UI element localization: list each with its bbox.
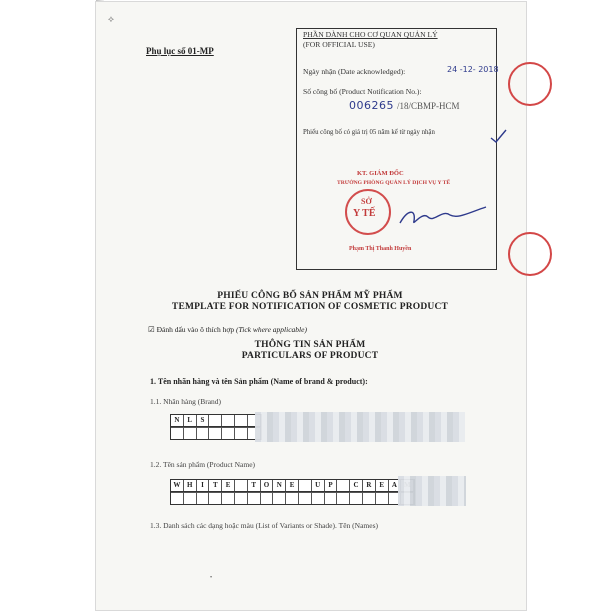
tick-note [148,325,307,334]
official-header-vi: PHẦN DÀNH CHO CƠ QUAN QUẢN LÝ [303,30,438,39]
official-header-en: (FOR OFFICIAL USE) [303,40,375,49]
brand-cell [222,427,235,439]
product-cell: U [312,480,325,491]
date-acknowledged-label: Ngày nhận (Date acknowledged): [303,67,406,76]
product-grid-row2 [170,491,415,505]
seal-text-2: Y TẾ [353,208,376,219]
official-use-box [296,28,497,270]
product-cell: E [222,480,235,491]
brand-cell: S [197,415,210,426]
brand-cell [235,427,248,439]
signature-image [398,203,488,231]
product-cell [273,492,286,504]
product-cell [197,492,210,504]
product-cell [363,492,376,504]
product-cell: R [363,480,376,491]
form-title-en: TEMPLATE FOR NOTIFICATION OF COSMETIC PRODUCT [171,302,449,312]
tick-note-en: (Tick where applicable) [235,325,307,334]
product-cell: O [261,480,274,491]
edge-seal-top [508,62,552,106]
question-1-1: 1.1. Nhãn hàng (Brand) [150,397,222,406]
brand-cell [197,427,210,439]
brand-grid-row2 [170,426,262,440]
appendix-label: Phụ lục số 01-MP [146,46,214,56]
product-cell: I [197,480,210,491]
section-title-en: PARTICULARS OF PRODUCT [241,351,379,361]
product-cell: C [350,480,363,491]
notification-number-value: 006265 [349,99,394,112]
brand-cell [209,415,222,426]
page-dot: • [210,575,213,581]
redacted-area [255,412,465,442]
product-cell [171,492,184,504]
brand-cell [209,427,222,439]
product-cell [235,492,248,504]
product-cell [209,492,222,504]
brand-cell [184,427,197,439]
product-cell [337,492,350,504]
product-cell: N [273,480,286,491]
brand-cell: L [184,415,197,426]
product-cell: A [389,480,402,491]
date-acknowledged-value: 24 -12- 2018 [447,65,499,74]
product-cell [350,492,363,504]
tick-mark [490,128,508,144]
product-cell [376,492,389,504]
section-title-vi: THÔNG TIN SẢN PHẨM [254,340,366,350]
product-cell [312,492,325,504]
product-cell: E [286,480,299,491]
redacted-area [398,476,466,506]
notification-number-label: Số công bố (Product Notification No.): [303,87,422,96]
validity-note: Phiếu công bố có giá trị 05 năm kể từ ngày nhận [303,129,435,136]
stamp-department: TRƯỞNG PHÒNG QUẢN LÝ DỊCH VỤ Y TẾ [337,180,451,186]
product-cell: E [376,480,389,491]
form-title-vi: PHIẾU CÔNG BỐ SẢN PHẨM MỸ PHẨM [217,291,403,301]
signer-name: Phạm Thị Thanh Huyền [349,246,412,252]
product-cell [299,492,312,504]
product-cell [248,492,261,504]
brand-cell [222,415,235,426]
brand-cell [235,415,248,426]
question-1-3: 1.3. Danh sách các dạng hoặc màu (List of Variants or Shade). Tên (Names) [150,521,378,530]
brand-cell: N [171,415,184,426]
product-cell [337,480,350,491]
product-cell: T [248,480,261,491]
scribble-mark: ⟡ [108,14,114,24]
product-cell [299,480,312,491]
product-cell [261,492,274,504]
product-cell: P [325,480,338,491]
seal-text-1: SỞ [361,197,372,206]
product-cell [325,492,338,504]
product-cell [184,492,197,504]
notification-number-suffix: /18/CBMP-HCM [397,101,460,111]
product-cell [286,492,299,504]
brand-cell [171,427,184,439]
tick-note-vi: Đánh dấu vào ô thích hợp [156,325,235,334]
product-cell [235,480,248,491]
product-cell: H [184,480,197,491]
checkbox-icon: ☑ [148,325,155,334]
product-cell: W [171,480,184,491]
product-cell [222,492,235,504]
product-cell: T [209,480,222,491]
question-1-2: 1.2. Tên sản phẩm (Product Name) [150,460,256,469]
question-1: 1. Tên nhãn hàng và tên Sản phẩm (Name of brand & product): [150,377,368,386]
edge-seal-bottom [508,232,552,276]
stamp-role: KT. GIÁM ĐỐC [357,170,404,177]
